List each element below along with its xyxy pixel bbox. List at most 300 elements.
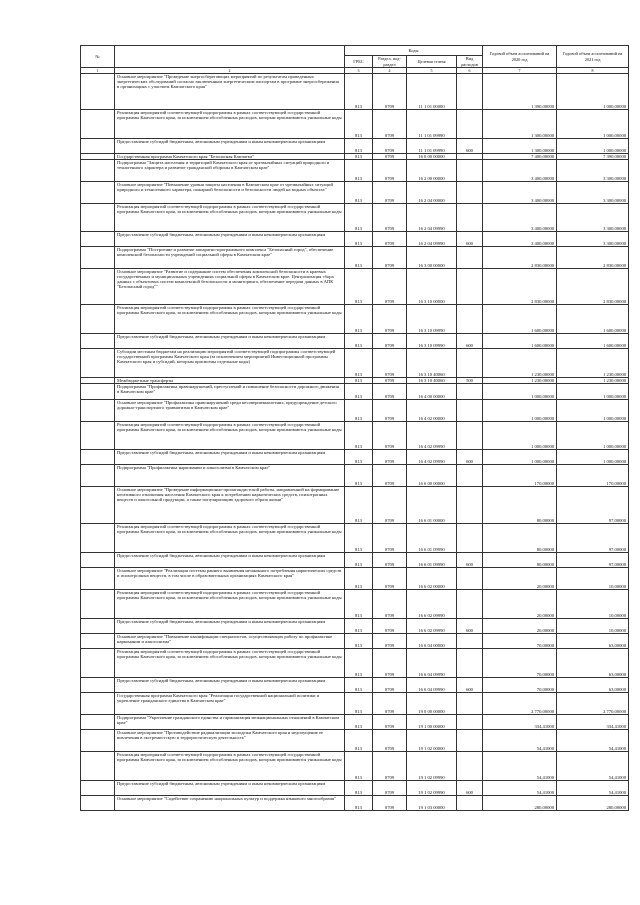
row-section-cell: 0709 (373, 154, 407, 160)
row-section-cell: 0709 (373, 715, 407, 730)
row-num-cell (81, 590, 115, 619)
row-2021-cell: 1 230,00000 (557, 378, 629, 384)
row-num-cell (81, 524, 115, 553)
row-2021-cell: 1 600,00000 (557, 334, 629, 349)
row-name-cell: Реализация мероприятий соответствующей подпрограммы в рамках соответствующей государственной программы Камчатского края, за исключением обособленных расходов, которым присваиваются уникальные коды (115, 524, 345, 553)
row-grbs-cell: 813 (345, 182, 373, 204)
row-exp-type-cell (457, 110, 483, 139)
row-name-cell: Предоставление субсидий бюджетным, автономным учреждениям и иным некоммерческим организациям (115, 619, 345, 634)
row-2020-cell: 54,41000 (483, 781, 557, 796)
table-row (81, 524, 629, 553)
row-grbs-cell: 813 (345, 204, 373, 232)
row-grbs-cell: 813 (345, 378, 373, 384)
row-grbs-cell: 813 (345, 590, 373, 619)
table-row (81, 182, 629, 204)
row-target-cell: 16 3 10 09990 (407, 334, 457, 349)
table-row (81, 752, 629, 781)
row-target-cell: 19 1 02 09990 (407, 752, 457, 781)
header-grbs: ГРБС (345, 56, 373, 68)
row-exp-type-cell (457, 422, 483, 450)
row-section-cell: 0709 (373, 400, 407, 422)
row-2021-cell: 170,00000 (557, 465, 629, 487)
row-grbs-cell: 813 (345, 269, 373, 305)
row-2021-cell: 1 000,00000 (557, 139, 629, 154)
row-2021-cell: 54,41000 (557, 752, 629, 781)
row-num-cell (81, 568, 115, 590)
col-index: 3 (345, 68, 373, 74)
row-2021-cell: 54,41000 (557, 781, 629, 796)
budget-table (80, 45, 629, 811)
row-2021-cell: 63,00000 (557, 649, 629, 678)
row-2021-cell: 63,00000 (557, 634, 629, 649)
table-row (81, 487, 629, 524)
row-2020-cell: 170,00000 (483, 465, 557, 487)
row-2021-cell: 1 000,00000 (557, 74, 629, 110)
row-name-cell: Подпрограмма "Укрепление гражданского единства и гармонизация межнациональных отношений в Камчатском крае" (115, 715, 345, 730)
row-grbs-cell: 813 (345, 305, 373, 334)
row-name-cell: Основное мероприятие "Профилактика правонарушений среди несовершеннолетних, предупреждение детского дорожно-транспортного травматизма в Камчатском крае" (115, 400, 345, 422)
row-section-cell: 0709 (373, 590, 407, 619)
row-section-cell: 0709 (373, 204, 407, 232)
row-target-cell: 16 0 00 00000 (407, 154, 457, 160)
row-target-cell: 19 0 00 00000 (407, 693, 457, 715)
table-row (81, 678, 629, 693)
row-exp-type-cell (457, 649, 483, 678)
col-index: 7 (483, 68, 557, 74)
table-row (81, 349, 629, 378)
row-2021-cell: 10,00000 (557, 568, 629, 590)
row-2021-cell: 2 830,00000 (557, 247, 629, 269)
row-section-cell: 0709 (373, 524, 407, 553)
row-section-cell: 0709 (373, 678, 407, 693)
table-row (81, 422, 629, 450)
row-2020-cell: 1 000,00000 (483, 422, 557, 450)
row-num-cell (81, 182, 115, 204)
row-target-cell: 16 2 04 09990 (407, 204, 457, 232)
col-index: 6 (457, 68, 483, 74)
row-exp-type-cell: 600 (457, 450, 483, 465)
row-num-cell (81, 305, 115, 334)
table-row (81, 400, 629, 422)
row-num-cell (81, 269, 115, 305)
table-row (81, 378, 629, 384)
row-name-cell: Реализация мероприятий соответствующей подпрограммы в рамках соответствующей государственной программы Камчатского края, за исключением обособленных расходов, которым присваиваются уникальные коды (115, 110, 345, 139)
row-name-cell: Основное мероприятие "Развитие и содержание систем обеспечения комплексной безопасности в краевых государственных и муниципальных учреждениях социальной сферы в Камчатском крае. Централизация сбора данных с объектовых систем комплексной безопасности и мониторинга, обеспечение передачи данных в АПК "Безопасный город"" (115, 269, 345, 305)
row-section-cell: 0709 (373, 796, 407, 811)
col-index: 1 (81, 68, 115, 74)
row-2020-cell: 334,41000 (483, 715, 557, 730)
row-grbs-cell: 813 (345, 422, 373, 450)
row-name-cell: Субсидии местным бюджетам на реализацию мероприятий соответствующей подпрограммы соответствующей государственной программы Камчатского края (за исключением мероприятий Инвестиционной программы Камчатского края и субсидий, которым присвоены отдельные коды) (115, 349, 345, 378)
row-grbs-cell: 813 (345, 781, 373, 796)
row-exp-type-cell (457, 568, 483, 590)
row-2021-cell: 97,00000 (557, 487, 629, 524)
table-row (81, 139, 629, 154)
table-row (81, 450, 629, 465)
row-grbs-cell: 813 (345, 553, 373, 568)
row-num-cell (81, 160, 115, 182)
row-2020-cell: 1 600,00000 (483, 305, 557, 334)
row-2020-cell: 3 400,00000 (483, 160, 557, 182)
row-name-cell: Основное мероприятие "Повышение квалификации специалистов, осуществляющих работу по профилактике наркомании и алкоголизма" (115, 634, 345, 649)
row-section-cell: 0709 (373, 568, 407, 590)
row-target-cell: 16 3 10 00000 (407, 269, 457, 305)
row-exp-type-cell (457, 349, 483, 378)
row-num-cell (81, 796, 115, 811)
row-name-cell: Межбюджетные трансферты (115, 378, 345, 384)
row-2020-cell: 80,00000 (483, 524, 557, 553)
row-target-cell: 11 1 01 00000 (407, 74, 457, 110)
table-row (81, 693, 629, 715)
row-exp-type-cell: 600 (457, 139, 483, 154)
row-target-cell: 16 4 02 09990 (407, 450, 457, 465)
header-2020: Годовой объем ассигнований на 2020 год (483, 46, 557, 68)
row-num-cell (81, 74, 115, 110)
row-2021-cell: 63,00000 (557, 678, 629, 693)
row-num-cell (81, 487, 115, 524)
row-name-cell: Предоставление субсидий бюджетным, автономным учреждениям и иным некоммерческим организациям (115, 139, 345, 154)
row-section-cell: 0709 (373, 305, 407, 334)
table-row (81, 154, 629, 160)
row-section-cell: 0709 (373, 384, 407, 400)
row-section-cell: 0709 (373, 110, 407, 139)
row-2020-cell: 1 230,00000 (483, 378, 557, 384)
row-exp-type-cell (457, 160, 483, 182)
row-2020-cell: 54,41000 (483, 752, 557, 781)
row-section-cell: 0709 (373, 269, 407, 305)
row-target-cell: 19 1 00 00000 (407, 715, 457, 730)
row-section-cell: 0709 (373, 553, 407, 568)
row-target-cell: 16 6 04 00000 (407, 634, 457, 649)
row-target-cell: 11 1 01 09990 (407, 110, 457, 139)
row-exp-type-cell (457, 524, 483, 553)
row-grbs-cell: 813 (345, 752, 373, 781)
row-2021-cell: 3 300,00000 (557, 160, 629, 182)
row-name-cell: Реализация мероприятий соответствующей подпрограммы в рамках соответствующей государственной программы Камчатского края, за исключением обособленных расходов, которым присваиваются уникальные коды (115, 649, 345, 678)
row-section-cell: 0709 (373, 139, 407, 154)
header-name (115, 46, 345, 68)
row-name-cell: Основное мероприятие "Повышение уровня защиты населения в Камчатском крае от чрезвычайных ситуаций природного и техногенного характера, пожарной безопасности и безопасности людей на водных объектах" (115, 182, 345, 204)
row-exp-type-cell: 600 (457, 334, 483, 349)
row-2021-cell: 10,00000 (557, 619, 629, 634)
row-grbs-cell: 813 (345, 796, 373, 811)
table-row (81, 384, 629, 400)
row-exp-type-cell: 600 (457, 678, 483, 693)
row-section-cell: 0709 (373, 349, 407, 378)
row-grbs-cell: 813 (345, 524, 373, 553)
row-2020-cell: 1 390,00000 (483, 74, 557, 110)
row-target-cell: 16 6 02 00000 (407, 568, 457, 590)
row-2021-cell: 54,41000 (557, 730, 629, 752)
row-num-cell (81, 450, 115, 465)
row-grbs-cell: 813 (345, 110, 373, 139)
row-target-cell: 16 3 00 00000 (407, 247, 457, 269)
col-index: 5 (407, 68, 457, 74)
row-grbs-cell: 813 (345, 634, 373, 649)
row-section-cell: 0709 (373, 247, 407, 269)
row-section-cell: 0709 (373, 450, 407, 465)
row-section-cell: 0709 (373, 465, 407, 487)
row-grbs-cell: 813 (345, 160, 373, 182)
row-grbs-cell: 813 (345, 139, 373, 154)
row-grbs-cell: 813 (345, 678, 373, 693)
table-body (81, 74, 629, 811)
row-num-cell (81, 619, 115, 634)
row-target-cell: 16 3 10 40060 (407, 349, 457, 378)
row-grbs-cell: 813 (345, 400, 373, 422)
row-grbs-cell: 813 (345, 247, 373, 269)
row-exp-type-cell (457, 305, 483, 334)
row-num-cell (81, 730, 115, 752)
row-2020-cell: 3 400,00000 (483, 232, 557, 247)
row-section-cell: 0709 (373, 693, 407, 715)
row-section-cell: 0709 (373, 182, 407, 204)
row-exp-type-cell: 600 (457, 553, 483, 568)
row-name-cell: Подпрограмма "Профилактика наркомании и алкоголизма в Камчатском крае" (115, 465, 345, 487)
row-num-cell (81, 384, 115, 400)
row-target-cell: 19 1 03 00000 (407, 796, 457, 811)
row-exp-type-cell (457, 752, 483, 781)
row-2021-cell: 10,00000 (557, 590, 629, 619)
row-num-cell (81, 781, 115, 796)
row-num-cell (81, 139, 115, 154)
row-num-cell (81, 422, 115, 450)
table-row (81, 634, 629, 649)
row-2020-cell: 70,00000 (483, 678, 557, 693)
table-row (81, 590, 629, 619)
row-2020-cell: 80,00000 (483, 487, 557, 524)
row-2021-cell: 3 300,00000 (557, 182, 629, 204)
row-num-cell (81, 465, 115, 487)
col-index: 2 (115, 68, 345, 74)
row-2021-cell: 3 300,00000 (557, 232, 629, 247)
row-2020-cell: 1 000,00000 (483, 400, 557, 422)
row-section-cell: 0709 (373, 781, 407, 796)
row-target-cell: 16 6 00 00000 (407, 465, 457, 487)
row-grbs-cell: 813 (345, 715, 373, 730)
row-2020-cell: 54,41000 (483, 730, 557, 752)
row-name-cell: Реализация мероприятий соответствующей подпрограммы в рамках соответствующей государственной программы Камчатского края, за исключением обособленных расходов, которым присваиваются уникальные коды (115, 752, 345, 781)
row-grbs-cell: 813 (345, 450, 373, 465)
table-row (81, 334, 629, 349)
row-exp-type-cell (457, 384, 483, 400)
table-row (81, 204, 629, 232)
row-num-cell (81, 400, 115, 422)
row-exp-type-cell: 500 (457, 378, 483, 384)
row-section-cell: 0709 (373, 619, 407, 634)
table-row (81, 160, 629, 182)
row-name-cell: Реализация мероприятий соответствующей подпрограммы в рамках соответствующей государственной программы Камчатского края, за исключением обособленных расходов, которым присваиваются уникальные коды (115, 305, 345, 334)
col-index: 4 (373, 68, 407, 74)
row-name-cell: Основное мероприятие "Проведение информационно-пропагандистской работы, направленной на формирование негативного отношения населения Камчатского края к потреблению наркотических средств, психотропных веществ и алкогольной продукции, а также популяризацию здорового образа жизни" (115, 487, 345, 524)
row-section-cell: 0709 (373, 232, 407, 247)
row-target-cell: 16 2 04 09990 (407, 232, 457, 247)
row-exp-type-cell (457, 269, 483, 305)
table-row (81, 465, 629, 487)
row-name-cell: Реализация мероприятий соответствующей подпрограммы в рамках соответствующей государственной программы Камчатского края, за исключением обособленных расходов, которым присваиваются уникальные коды (115, 204, 345, 232)
row-2020-cell: 2 770,00000 (483, 693, 557, 715)
table-row (81, 269, 629, 305)
row-num-cell (81, 232, 115, 247)
row-2020-cell: 1 000,00000 (483, 384, 557, 400)
table-row (81, 553, 629, 568)
row-grbs-cell: 813 (345, 693, 373, 715)
row-2021-cell: 280,00000 (557, 796, 629, 811)
header-2021: Годовой объем ассигнований на 2021 год (557, 46, 629, 68)
row-exp-type-cell: 600 (457, 232, 483, 247)
row-2020-cell: 280,00000 (483, 796, 557, 811)
row-grbs-cell: 813 (345, 487, 373, 524)
row-target-cell: 16 6 01 09990 (407, 524, 457, 553)
row-num-cell (81, 693, 115, 715)
row-2021-cell: 1 000,00000 (557, 422, 629, 450)
row-num-cell (81, 334, 115, 349)
row-target-cell: 11 1 01 09990 (407, 139, 457, 154)
row-target-cell: 16 6 01 00000 (407, 487, 457, 524)
header-codes: Коды (345, 46, 483, 56)
table-row (81, 305, 629, 334)
row-2020-cell: 3 400,00000 (483, 204, 557, 232)
row-name-cell: Подпрограмма "Профилактика правонарушений, преступлений и повышение безопасности дорожного движения в Камчатском крае" (115, 384, 345, 400)
row-2021-cell: 97,00000 (557, 553, 629, 568)
row-section-cell: 0709 (373, 634, 407, 649)
row-2020-cell: 1 600,00000 (483, 334, 557, 349)
table-row (81, 110, 629, 139)
row-num-cell (81, 752, 115, 781)
row-section-cell: 0709 (373, 487, 407, 524)
row-2020-cell: 1 300,00000 (483, 110, 557, 139)
row-num-cell (81, 715, 115, 730)
table-row (81, 232, 629, 247)
row-2020-cell: 80,00000 (483, 553, 557, 568)
row-name-cell: Реализация мероприятий соответствующей подпрограммы в рамках соответствующей государственной программы Камчатского края, за исключением обособленных расходов, которым присваиваются уникальные коды (115, 590, 345, 619)
row-target-cell: 19 1 02 09990 (407, 781, 457, 796)
row-exp-type-cell (457, 204, 483, 232)
row-num-cell (81, 678, 115, 693)
table-row (81, 796, 629, 811)
row-exp-type-cell (457, 590, 483, 619)
row-2021-cell: 2 830,00000 (557, 269, 629, 305)
row-2021-cell: 2 770,00000 (557, 693, 629, 715)
header-exp-type: Вид расходов (457, 56, 483, 68)
row-grbs-cell: 813 (345, 334, 373, 349)
row-name-cell: Предоставление субсидий бюджетным, автономным учреждениям и иным некоммерческим организациям (115, 553, 345, 568)
row-target-cell: 16 4 00 00000 (407, 384, 457, 400)
row-2021-cell: 1 000,00000 (557, 110, 629, 139)
row-2020-cell: 7 400,00000 (483, 154, 557, 160)
row-name-cell: Основное мероприятие "Содействие сохранению национальных культур и поддержка языкового многообразия" (115, 796, 345, 811)
row-section-cell: 0709 (373, 334, 407, 349)
row-num-cell (81, 247, 115, 269)
row-exp-type-cell: 600 (457, 619, 483, 634)
row-target-cell: 16 6 04 09990 (407, 678, 457, 693)
row-exp-type-cell (457, 796, 483, 811)
row-name-cell: Основное мероприятие "Противодействие радикализации молодежи Камчатского края и недопущение ее вовлечения в экстремистскую и террористическую деятельность" (115, 730, 345, 752)
row-2021-cell: 7 390,00000 (557, 154, 629, 160)
row-target-cell: 16 4 02 09990 (407, 422, 457, 450)
table-row (81, 619, 629, 634)
table-row (81, 247, 629, 269)
row-2020-cell: 2 830,00000 (483, 269, 557, 305)
row-section-cell: 0709 (373, 378, 407, 384)
col-index: 8 (557, 68, 629, 74)
row-grbs-cell: 813 (345, 154, 373, 160)
row-target-cell: 16 4 02 00000 (407, 400, 457, 422)
row-section-cell: 0709 (373, 160, 407, 182)
row-grbs-cell: 813 (345, 349, 373, 378)
row-2020-cell: 1 000,00000 (483, 450, 557, 465)
row-exp-type-cell (457, 634, 483, 649)
row-target-cell: 19 1 02 00000 (407, 730, 457, 752)
row-2021-cell: 1 600,00000 (557, 305, 629, 334)
row-section-cell: 0709 (373, 649, 407, 678)
row-grbs-cell: 813 (345, 232, 373, 247)
table-row (81, 568, 629, 590)
row-exp-type-cell (457, 182, 483, 204)
table-row (81, 781, 629, 796)
row-target-cell: 16 6 04 09990 (407, 649, 457, 678)
row-exp-type-cell (457, 400, 483, 422)
header-target: Целевая статья (407, 56, 457, 68)
row-target-cell: 16 3 10 40060 (407, 378, 457, 384)
row-2020-cell: 1 230,00000 (483, 349, 557, 378)
row-exp-type-cell: 600 (457, 781, 483, 796)
row-2020-cell: 1 300,00000 (483, 139, 557, 154)
row-target-cell: 16 3 10 09990 (407, 305, 457, 334)
row-section-cell: 0709 (373, 422, 407, 450)
row-2020-cell: 3 400,00000 (483, 182, 557, 204)
row-name-cell: Предоставление субсидий бюджетным, автономным учреждениям и иным некоммерческим организациям (115, 232, 345, 247)
row-name-cell: Государственная программа Камчатского края "Безопасная Камчатка" (115, 154, 345, 160)
row-target-cell: 16 6 02 09990 (407, 619, 457, 634)
row-2021-cell: 1 000,00000 (557, 384, 629, 400)
row-name-cell: Подпрограмма "Защита населения и территорий Камчатского края от чрезвычайных ситуаций природного и техногенного характера и развитие гражданской обороны в Камчатском крае" (115, 160, 345, 182)
row-name-cell: Предоставление субсидий бюджетным, автономным учреждениям и иным некоммерческим организациям (115, 334, 345, 349)
row-name-cell: Реализация мероприятий соответствующей подпрограммы в рамках соответствующей государственной программы Камчатского края, за исключением обособленных расходов, которым присваиваются уникальные коды (115, 422, 345, 450)
row-2020-cell: 70,00000 (483, 634, 557, 649)
row-target-cell: 16 6 02 09990 (407, 590, 457, 619)
table-row (81, 730, 629, 752)
row-num-cell (81, 553, 115, 568)
row-num-cell (81, 204, 115, 232)
row-name-cell: Предоставление субсидий бюджетным, автономным учреждениям и иным некоммерческим организациям (115, 450, 345, 465)
row-grbs-cell: 813 (345, 568, 373, 590)
row-name-cell: Основное мероприятие "Реализация системы раннего выявления незаконного потребления наркотических средств и психотропных веществ, в том числе в образовательных организациях Камчатского края" (115, 568, 345, 590)
row-2020-cell: 70,00000 (483, 649, 557, 678)
row-grbs-cell: 813 (345, 649, 373, 678)
row-2021-cell: 1 230,00000 (557, 349, 629, 378)
row-name-cell: Подпрограмма "Построение и развитие аппаратно-программного комплекса "Безопасный город", обеспечение комплексной безопасности учреждений социальной сферы в Камчатском крае" (115, 247, 345, 269)
row-name-cell: Предоставление субсидий бюджетным, автономным учреждениям и иным некоммерческим организациям (115, 781, 345, 796)
row-2021-cell: 1 000,00000 (557, 400, 629, 422)
row-grbs-cell: 813 (345, 619, 373, 634)
header-section: Раздел, под-раздел (373, 56, 407, 68)
row-grbs-cell: 813 (345, 465, 373, 487)
row-2021-cell: 1 000,00000 (557, 450, 629, 465)
row-2020-cell: 20,00000 (483, 568, 557, 590)
row-num-cell (81, 349, 115, 378)
row-exp-type-cell (457, 693, 483, 715)
table-row (81, 649, 629, 678)
table-row (81, 715, 629, 730)
row-num-cell (81, 110, 115, 139)
row-grbs-cell: 813 (345, 74, 373, 110)
row-2021-cell: 3 300,00000 (557, 204, 629, 232)
row-name-cell: Основное мероприятие "Проведение энергосберегающих мероприятий по результатам проведенных энергетических обследований согласно заключенным энергетическим паспортам в программе энергосбережения в организациях с участием Камчатского края" (115, 74, 345, 110)
table-row (81, 74, 629, 110)
row-name-cell: Предоставление субсидий бюджетным, автономным учреждениям и иным некоммерческим организациям (115, 678, 345, 693)
row-name-cell: Государственная программа Камчатского края "Реализация государственной национальной политики и укрепление гражданского единства в Камчатском крае" (115, 693, 345, 715)
